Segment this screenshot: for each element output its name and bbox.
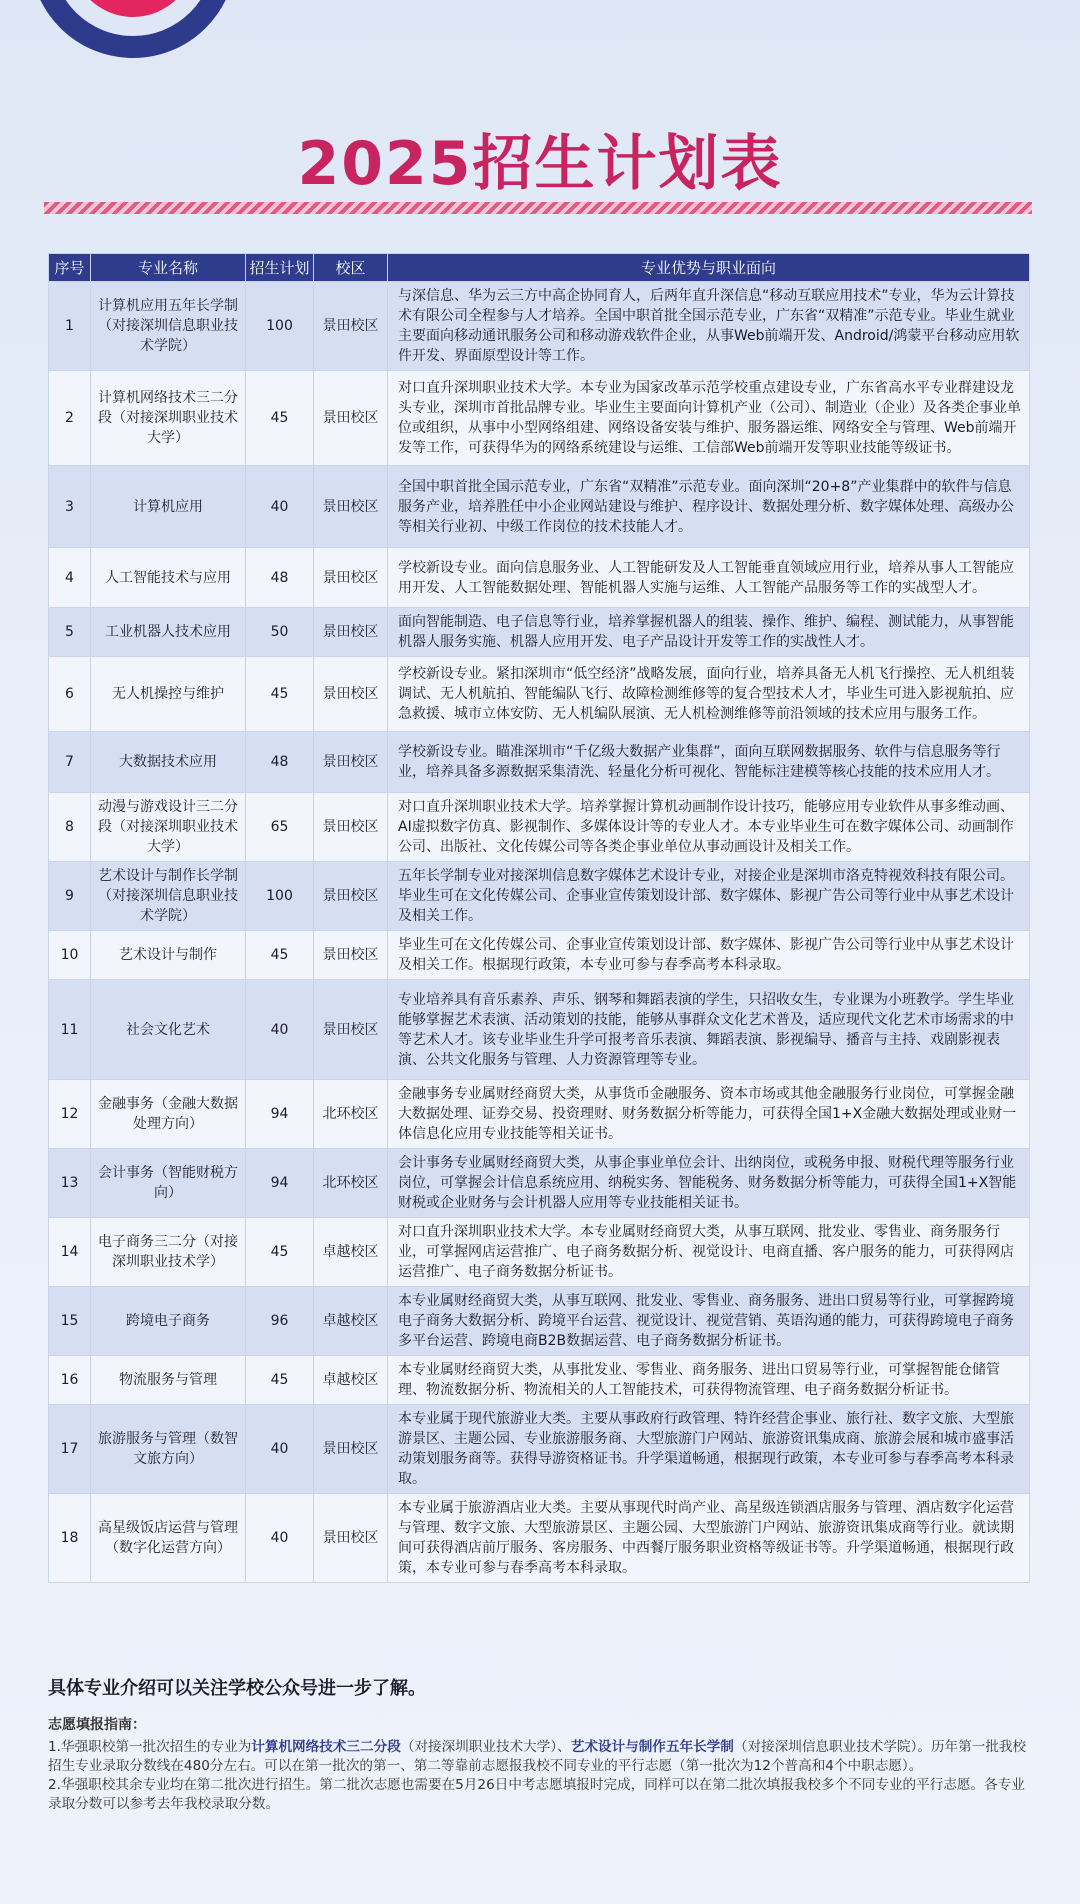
program-name: 跨境电子商务: [91, 1287, 246, 1356]
enrollment-plan: 40: [246, 1405, 314, 1494]
table-row: [49, 1405, 1030, 1494]
row-number: 8: [49, 793, 91, 862]
campus: 景田校区: [314, 282, 388, 371]
program-name: 计算机应用五年长学制（对接深圳信息职业技术学院）: [91, 282, 246, 371]
row-number: 18: [49, 1494, 91, 1583]
table-row: [49, 980, 1030, 1080]
enrollment-plan: 45: [246, 1218, 314, 1287]
program-description: 本专业属财经商贸大类，从事批发业、零售业、商务服务、进出口贸易等行业，可掌握智能仓储管理、物流数据分析、物流相关的人工智能技术，可获得物流管理、电子商务数据分析证书。: [388, 1356, 1030, 1405]
table-row: [49, 1356, 1030, 1405]
table-row: [49, 862, 1030, 931]
campus: 景田校区: [314, 980, 388, 1080]
enrollment-plan: 94: [246, 1080, 314, 1149]
row-number: 1: [49, 282, 91, 371]
table-row: [49, 1287, 1030, 1356]
program-name: 计算机应用: [91, 466, 246, 548]
school-logo: [28, 0, 238, 60]
enrollment-plan: 45: [246, 1356, 314, 1405]
enrollment-plan: 45: [246, 371, 314, 466]
table-row: [49, 732, 1030, 793]
program-name: 艺术设计与制作长学制（对接深圳信息职业技术学院）: [91, 862, 246, 931]
enrollment-plan: 94: [246, 1149, 314, 1218]
row-number: 11: [49, 980, 91, 1080]
guide-p1-a: 1.华强职校第一批次招生的专业为: [48, 1739, 252, 1755]
table-row: [49, 548, 1030, 608]
guide-paragraph-2: 2.华强职校其余专业均在第二批次进行招生。第二批次志愿也需要在5月26日中考志愿填报时完成，同样可以在第二批次填报我校多个不同专业的平行志愿。各专业录取分数可以参考去年我校录取分数。: [48, 1777, 1025, 1812]
enrollment-plan: 100: [246, 862, 314, 931]
table-header: [49, 254, 1030, 282]
row-number: 7: [49, 732, 91, 793]
campus: 景田校区: [314, 608, 388, 657]
table-row: [49, 793, 1030, 862]
program-name: 电子商务三二分（对接深圳职业技术学）: [91, 1218, 246, 1287]
program-description: 专业培养具有音乐素养、声乐、钢琴和舞蹈表演的学生，只招收女生，专业课为小班教学。学生毕业能够掌握艺术表演、活动策划的技能，能够从事群众文化艺术普及，适应现代文化艺术市场需求的中等艺术人才。该专业毕业生升学可报考音乐表演、舞蹈表演、影视编导、播音与主持、戏剧影视表演、公共文化服务与管理、人力资源管理等专业。: [388, 980, 1030, 1080]
row-number: 2: [49, 371, 91, 466]
footer-note: 具体专业介绍可以关注学校公众号进一步了解。: [48, 1678, 426, 1699]
table-row: [49, 657, 1030, 732]
program-name: 人工智能技术与应用: [91, 548, 246, 608]
row-number: 16: [49, 1356, 91, 1405]
enrollment-plan: 96: [246, 1287, 314, 1356]
program-description: 面向智能制造、电子信息等行业，培养掌握机器人的组装、操作、维护、编程、测试能力，从事智能机器人服务实施、机器人应用开发、电子产品设计开发等工作的实战性人才。: [388, 608, 1030, 657]
table-row: [49, 1494, 1030, 1583]
row-number: 15: [49, 1287, 91, 1356]
guide-p1-b: （对接深圳职业技术大学）、: [400, 1739, 571, 1755]
table-row: [49, 931, 1030, 980]
campus: 景田校区: [314, 793, 388, 862]
program-description: 学校新设专业。瞄准深圳市“千亿级大数据产业集群”，面向互联网数据服务、软件与信息服务等行业，培养具备多源数据采集清洗、轻量化分析可视化、智能标注建模等核心技能的技术应用人才。: [388, 732, 1030, 793]
enrollment-plan: 48: [246, 732, 314, 793]
decorative-stripe: [44, 202, 1032, 214]
program-name: 工业机器人技术应用: [91, 608, 246, 657]
enrollment-plan: 100: [246, 282, 314, 371]
program-name: 旅游服务与管理（数智文旅方向）: [91, 1405, 246, 1494]
row-number: 6: [49, 657, 91, 732]
row-number: 12: [49, 1080, 91, 1149]
campus: 景田校区: [314, 371, 388, 466]
header-name: 专业名称: [91, 254, 246, 282]
guide-highlight-1: 计算机网络技术三二分段: [251, 1739, 401, 1755]
program-description: 五年长学制专业对接深圳信息数字媒体艺术设计专业，对接企业是深圳市洛克特视效科技有限公司。毕业生可在文化传媒公司、企事业宣传策划设计部、数字媒体、影视广告公司等行业中从事艺术设计及相关工作。: [388, 862, 1030, 931]
program-description: 对口直升深圳职业技术大学。本专业为国家改革示范学校重点建设专业，广东省高水平专业群建设龙头专业，深圳市首批品牌专业。毕业生主要面向计算机产业（公司）、制造业（企业）及各类企事业单位或组织，从事中小型网络组建、网络设备安装与维护、服务器运维、网络安全与管理、Web前端开发等工作，可获得华为的网络系统建设与运维、工信部Web前端开发等职业技能等级证书。: [388, 371, 1030, 466]
header-desc: 专业优势与职业面向: [388, 254, 1030, 282]
guide-paragraph-1: [48, 1738, 1028, 1776]
program-description: 会计事务专业属财经商贸大类，从事企事业单位会计、出纳岗位，或税务申报、财税代理等服务行业岗位，可掌握会计信息系统应用、纳税实务、智能税务、财务数据分析等能力，可获得全国1+X智能财税或企业财务与会计机器人应用等专业技能相关证书。: [388, 1149, 1030, 1218]
table-row: [49, 1149, 1030, 1218]
enrollment-plan: 65: [246, 793, 314, 862]
enrollment-plan: 40: [246, 1494, 314, 1583]
header-campus: 校区: [314, 254, 388, 282]
table-row: [49, 1218, 1030, 1287]
program-name: 金融事务（金融大数据处理方向）: [91, 1080, 246, 1149]
program-name: 高星级饭店运营与管理（数字化运营方向）: [91, 1494, 246, 1583]
program-description: 对口直升深圳职业技术大学。培养掌握计算机动画制作设计技巧，能够应用专业软件从事多维动画、AI虚拟数字仿真、影视制作、多媒体设计等的专业人才。本专业毕业生可在数字媒体公司、动画制作公司、出版社、文化传媒公司等各类企事业单位从事动画设计及相关工作。: [388, 793, 1030, 862]
row-number: 13: [49, 1149, 91, 1218]
row-number: 14: [49, 1218, 91, 1287]
enrollment-plan: 50: [246, 608, 314, 657]
program-name: 物流服务与管理: [91, 1356, 246, 1405]
row-number: 4: [49, 548, 91, 608]
campus: 卓越校区: [314, 1356, 388, 1405]
program-description: 全国中职首批全国示范专业，广东省“双精准”示范专业。面向深圳“20+8”产业集群中的软件与信息服务产业，培养胜任中小企业网站建设与维护、程序设计、数据处理分析、数字媒体处理、高级办公等相关行业初、中级工作岗位的技术技能人才。: [388, 466, 1030, 548]
table-row: [49, 282, 1030, 371]
program-description: 对口直升深圳职业技术大学。本专业属财经商贸大类，从事互联网、批发业、零售业、商务服务行业，可掌握网店运营推广、电子商务数据分析、视觉设计、电商直播、客户服务的能力，可获得网店运营推广、电子商务数据分析证书。: [388, 1218, 1030, 1287]
enrollment-table: [48, 253, 1030, 1583]
row-number: 10: [49, 931, 91, 980]
program-description: 本专业属于旅游酒店业大类。主要从事现代时尚产业、高星级连锁酒店服务与管理、酒店数字化运营与管理、数字文旅、大型旅游景区、主题公园、大型旅游门户网站、旅游资讯集成商等行业。就读期间可获得酒店前厅服务、客房服务、中西餐厅服务职业资格等级证书等。升学渠道畅通，根据现行政策，本专业可参与春季高考本科录取。: [388, 1494, 1030, 1583]
application-guide: [48, 1716, 1028, 1814]
table-row: [49, 466, 1030, 548]
row-number: 9: [49, 862, 91, 931]
campus: 景田校区: [314, 732, 388, 793]
campus: 景田校区: [314, 466, 388, 548]
program-name: 社会文化艺术: [91, 980, 246, 1080]
program-name: 动漫与游戏设计三二分段（对接深圳职业技术大学）: [91, 793, 246, 862]
campus: 北环校区: [314, 1080, 388, 1149]
guide-highlight-2: 艺术设计与制作五年长学制: [570, 1739, 734, 1755]
page-title: 2025招生计划表: [297, 129, 783, 199]
program-description: 金融事务专业属财经商贸大类，从事货币金融服务、资本市场或其他金融服务行业岗位，可掌握金融大数据处理、证券交易、投资理财、财务数据分析等能力，可获得全国1+X金融大数据处理或业财一体信息化应用专业技能等相关证书。: [388, 1080, 1030, 1149]
row-number: 17: [49, 1405, 91, 1494]
header-plan: 招生计划: [246, 254, 314, 282]
row-number: 5: [49, 608, 91, 657]
program-description: 学校新设专业。面向信息服务业、人工智能研发及人工智能垂直领域应用行业，培养从事人工智能应用开发、人工智能数据处理、智能机器人实施与运维、人工智能产品服务等工作的实战型人才。: [388, 548, 1030, 608]
campus: 景田校区: [314, 862, 388, 931]
campus: 景田校区: [314, 1405, 388, 1494]
row-number: 3: [49, 466, 91, 548]
program-description: 毕业生可在文化传媒公司、企事业宣传策划设计部、数字媒体、影视广告公司等行业中从事艺术设计及相关工作。根据现行政策，本专业可参与春季高考本科录取。: [388, 931, 1030, 980]
enrollment-plan: 48: [246, 548, 314, 608]
program-name: 大数据技术应用: [91, 732, 246, 793]
program-name: 计算机网络技术三二分段（对接深圳职业技术大学）: [91, 371, 246, 466]
table-row: [49, 371, 1030, 466]
enrollment-plan: 40: [246, 980, 314, 1080]
header-no: 序号: [49, 254, 91, 282]
campus: 景田校区: [314, 931, 388, 980]
program-name: 无人机操控与维护: [91, 657, 246, 732]
campus: 景田校区: [314, 1494, 388, 1583]
program-description: 本专业属于现代旅游业大类。主要从事政府行政管理、特许经营企事业、旅行社、数字文旅、大型旅游景区、主题公园、专业旅游服务商、大型旅游门户网站、旅游资讯集成商、旅游会展和城市盛事活动策划服务商等。获得导游资格证书。升学渠道畅通，根据现行政策，本专业可参与春季高考本科录取。: [388, 1405, 1030, 1494]
campus: 景田校区: [314, 548, 388, 608]
guide-p1-c: （对接深圳信息职业技术学院）。历年第一批我校招生专业录取分数线在480分左右。可以在第一批次的第一、第二等靠前志愿报我校不同专业的平行志愿（第一批次为12个普高和4个中职志愿）。: [48, 1739, 1027, 1774]
campus: 北环校区: [314, 1149, 388, 1218]
program-name: 艺术设计与制作: [91, 931, 246, 980]
table-row: [49, 608, 1030, 657]
enrollment-plan: 45: [246, 657, 314, 732]
program-description: 与深信息、华为云三方中高企协同育人，后两年直升深信息“移动互联应用技术”专业，华为云计算技术有限公司全程参与人才培养。全国中职首批全国示范专业，广东省“双精准”示范专业。毕业生就业主要面向移动通讯服务公司和移动游戏软件企业，从事Web前端开发、Android/鸿蒙平台移动应用软件开发、界面原型设计等工作。: [388, 282, 1030, 371]
program-description: 学校新设专业。紧扣深圳市“低空经济”战略发展，面向行业，培养具备无人机飞行操控、无人机组装调试、无人机航拍、智能编队飞行、故障检测维修等的复合型技术人才，毕业生可进入影视航拍、应急救援、城市立体安防、无人机编队展演、无人机检测维修等前沿领域的技术应用与服务工作。: [388, 657, 1030, 732]
campus: 卓越校区: [314, 1287, 388, 1356]
enrollment-plan: 40: [246, 466, 314, 548]
campus: 景田校区: [314, 657, 388, 732]
table-row: [49, 1080, 1030, 1149]
guide-title: 志愿填报指南：: [48, 1717, 146, 1733]
program-description: 本专业属财经商贸大类，从事互联网、批发业、零售业、商务服务、进出口贸易等行业，可掌握跨境电子商务大数据分析、跨境平台运营、视觉设计、视觉营销、英语沟通的能力，可获得跨境电子商务多平台运营、跨境电商B2B数据运营、电子商务数据分析证书。: [388, 1287, 1030, 1356]
campus: 卓越校区: [314, 1218, 388, 1287]
enrollment-plan: 45: [246, 931, 314, 980]
program-name: 会计事务（智能财税方向）: [91, 1149, 246, 1218]
